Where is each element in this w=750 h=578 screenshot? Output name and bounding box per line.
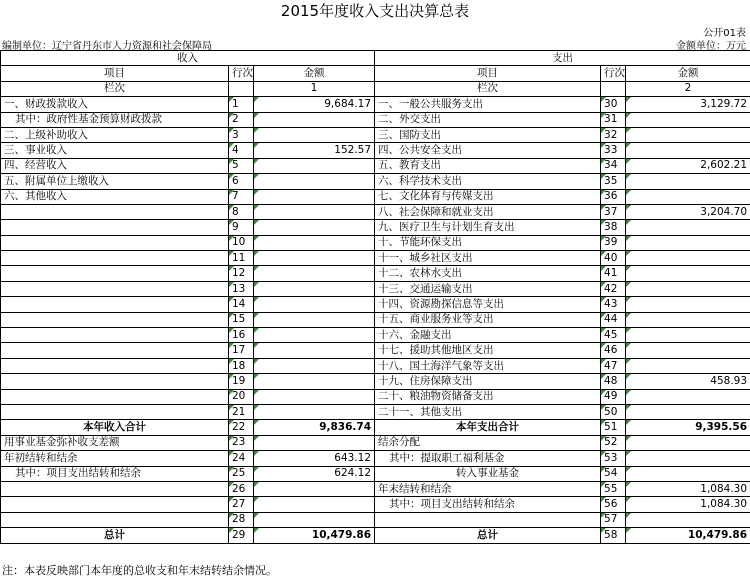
income-amount-cell: [254, 281, 375, 296]
income-amount-cell: 152.57: [254, 143, 375, 158]
table-row: [1, 497, 750, 512]
income-amount-cell: 9,684.17: [254, 97, 375, 112]
expense-amount-cell: 10,479.86: [626, 528, 750, 543]
section-header-row: [1, 51, 750, 66]
income-rowno-cell: 4: [229, 143, 254, 158]
income-amount-cell: [254, 497, 375, 512]
expense-rowno-cell: 33: [601, 143, 626, 158]
expense-item-cell: 十二、农林水支出: [375, 266, 601, 281]
expense-rowno-cell: 47: [601, 358, 626, 373]
expense-amount-cell: [626, 189, 750, 204]
income-item-cell: [1, 251, 229, 266]
expense-amount-cell: [626, 235, 750, 250]
income-amount-cell: [254, 251, 375, 266]
table-row: [1, 312, 750, 327]
expense-rowno-cell: 43: [601, 297, 626, 312]
expense-amount-cell: [626, 297, 750, 312]
income-amount-cell: [254, 358, 375, 373]
income-item-header: 项目: [1, 66, 229, 81]
expense-rowno-cell: 44: [601, 312, 626, 327]
expense-rowno-cell: 30: [601, 97, 626, 112]
compiling-unit: 编制单位：辽宁省丹东市人力资源和社会保障局: [2, 37, 212, 52]
income-amount-cell: [254, 174, 375, 189]
income-amount-cell: [254, 343, 375, 358]
table-row: [1, 328, 750, 343]
income-item-cell: 三、事业收入: [1, 143, 229, 158]
expense-rowno-cell: 55: [601, 481, 626, 496]
income-item-cell: 年初结转和结余: [1, 451, 229, 466]
expense-rowno-cell: 56: [601, 497, 626, 512]
table-row: [1, 204, 750, 219]
income-rowno-cell: 2: [229, 112, 254, 127]
table-row: [1, 374, 750, 389]
income-rowno-cell: 6: [229, 174, 254, 189]
expense-col-label-blank: [601, 81, 626, 96]
income-rowno-cell: 26: [229, 481, 254, 496]
expense-rowno-cell: 42: [601, 281, 626, 296]
income-amount-cell: [254, 220, 375, 235]
income-amount-cell: [254, 297, 375, 312]
table-row: [1, 420, 750, 435]
expense-col-label: 栏次: [375, 81, 601, 96]
footnote: 注：本表反映部门本年度的总收支和年末结转结余情况。: [2, 562, 277, 578]
expense-rowno-cell: 53: [601, 451, 626, 466]
table-row: [1, 158, 750, 173]
expense-amount-cell: [626, 266, 750, 281]
income-rowno-cell: 1: [229, 97, 254, 112]
expense-item-cell: 结余分配: [375, 435, 601, 450]
expense-amount-cell: [626, 251, 750, 266]
expense-amount-cell: [626, 466, 750, 481]
table-row: [1, 512, 750, 527]
expense-section-header: 支出: [375, 51, 750, 66]
page-title: 2015年度收入支出决算总表: [0, 0, 750, 22]
expense-rowno-cell: 37: [601, 204, 626, 219]
income-item-cell: 其中：政府性基金预算财政拨款: [1, 112, 229, 127]
income-item-cell: [1, 220, 229, 235]
expense-item-cell: 本年支出合计: [375, 420, 601, 435]
income-col-label: 栏次: [1, 81, 229, 96]
expense-item-cell: 五、教育支出: [375, 158, 601, 173]
expense-amount-cell: [626, 281, 750, 296]
expense-rowno-cell: 57: [601, 512, 626, 527]
income-item-cell: [1, 358, 229, 373]
income-amount-cell: [254, 204, 375, 219]
table-row: [1, 97, 750, 112]
expense-rowno-cell: 35: [601, 174, 626, 189]
income-rowno-cell: 12: [229, 266, 254, 281]
income-rowno-cell: 7: [229, 189, 254, 204]
income-rowno-cell: 3: [229, 127, 254, 142]
income-rowno-cell: 19: [229, 374, 254, 389]
income-rowno-cell: 14: [229, 297, 254, 312]
income-item-cell: [1, 512, 229, 527]
income-col-number: 1: [254, 81, 375, 96]
income-item-cell: [1, 404, 229, 419]
expense-amount-header: 金额: [626, 66, 750, 81]
income-rowno-cell: 16: [229, 328, 254, 343]
income-amount-cell: 643.12: [254, 451, 375, 466]
expense-item-cell: 总计: [375, 528, 601, 543]
income-rowno-cell: 22: [229, 420, 254, 435]
currency-unit: 金额单位：万元: [676, 37, 746, 52]
budget-summary-table: [0, 50, 750, 544]
income-amount-cell: [254, 404, 375, 419]
income-item-cell: [1, 281, 229, 296]
expense-item-cell: 十六、金融支出: [375, 328, 601, 343]
expense-col-number: 2: [626, 81, 750, 96]
table-row: [1, 451, 750, 466]
expense-item-cell: 转入事业基金: [375, 466, 601, 481]
expense-item-cell: 八、社会保障和就业支出: [375, 204, 601, 219]
expense-item-cell: 四、公共安全支出: [375, 143, 601, 158]
income-rowno-cell: 27: [229, 497, 254, 512]
income-col-label-blank: [229, 81, 254, 96]
income-item-cell: 本年收入合计: [1, 420, 229, 435]
income-amount-cell: [254, 481, 375, 496]
expense-item-cell: 年末结转和结余: [375, 481, 601, 496]
expense-rowno-cell: 45: [601, 328, 626, 343]
expense-item-header: 项目: [375, 66, 601, 81]
expense-item-cell: 十三、交通运输支出: [375, 281, 601, 296]
income-item-cell: [1, 312, 229, 327]
income-rowno-cell: 24: [229, 451, 254, 466]
income-rowno-cell: 11: [229, 251, 254, 266]
expense-item-cell: 二十一、其他支出: [375, 404, 601, 419]
expense-item-cell: 七、文化体育与传媒支出: [375, 189, 601, 204]
expense-rowno-cell: 36: [601, 189, 626, 204]
income-rowno-cell: 9: [229, 220, 254, 235]
income-amount-cell: 624.12: [254, 466, 375, 481]
income-rowno-cell: 5: [229, 158, 254, 173]
expense-rowno-cell: 54: [601, 466, 626, 481]
income-item-cell: 一、财政拨款收入: [1, 97, 229, 112]
expense-rowno-header: 行次: [601, 66, 626, 81]
income-rowno-cell: 10: [229, 235, 254, 250]
income-item-cell: 四、经营收入: [1, 158, 229, 173]
expense-item-cell: 二十、粮油物资储备支出: [375, 389, 601, 404]
table-row: [1, 297, 750, 312]
expense-rowno-cell: 51: [601, 420, 626, 435]
income-amount-cell: [254, 435, 375, 450]
expense-rowno-cell: 32: [601, 127, 626, 142]
expense-rowno-cell: 40: [601, 251, 626, 266]
income-item-cell: [1, 297, 229, 312]
income-item-cell: [1, 497, 229, 512]
expense-item-cell: 十七、援助其他地区支出: [375, 343, 601, 358]
income-rowno-cell: 29: [229, 528, 254, 543]
income-rowno-cell: 20: [229, 389, 254, 404]
expense-rowno-cell: 58: [601, 528, 626, 543]
expense-item-cell: 一、一般公共服务支出: [375, 97, 601, 112]
expense-amount-cell: [626, 312, 750, 327]
income-item-cell: [1, 235, 229, 250]
expense-rowno-cell: 31: [601, 112, 626, 127]
column-label-row: [1, 81, 750, 96]
expense-item-cell: 十一、城乡社区支出: [375, 251, 601, 266]
expense-rowno-cell: 38: [601, 220, 626, 235]
income-item-cell: 二、上级补助收入: [1, 127, 229, 142]
expense-amount-cell: [626, 174, 750, 189]
income-rowno-cell: 15: [229, 312, 254, 327]
table-row: [1, 174, 750, 189]
income-rowno-cell: 28: [229, 512, 254, 527]
expense-amount-cell: [626, 328, 750, 343]
table-row: [1, 389, 750, 404]
expense-item-cell: 九、医疗卫生与计划生育支出: [375, 220, 601, 235]
income-rowno-cell: 21: [229, 404, 254, 419]
income-amount-cell: [254, 127, 375, 142]
table-row: [1, 404, 750, 419]
expense-amount-cell: 1,084.30: [626, 497, 750, 512]
income-rowno-header: 行次: [229, 66, 254, 81]
expense-amount-cell: 9,395.56: [626, 420, 750, 435]
table-row: [1, 481, 750, 496]
expense-amount-cell: 1,084.30: [626, 481, 750, 496]
expense-amount-cell: [626, 435, 750, 450]
expense-item-cell: 十五、商业服务业等支出: [375, 312, 601, 327]
expense-item-cell: 十八、国土海洋气象等支出: [375, 358, 601, 373]
table-row: [1, 358, 750, 373]
expense-item-cell: [375, 512, 601, 527]
expense-amount-cell: 3,129.72: [626, 97, 750, 112]
expense-item-cell: 二、外交支出: [375, 112, 601, 127]
income-item-cell: 五、附属单位上缴收入: [1, 174, 229, 189]
expense-amount-cell: [626, 389, 750, 404]
income-item-cell: [1, 343, 229, 358]
table-row: [1, 435, 750, 450]
expense-item-cell: 其中：提取职工福利基金: [375, 451, 601, 466]
expense-amount-cell: [626, 343, 750, 358]
income-amount-cell: [254, 158, 375, 173]
income-item-cell: [1, 389, 229, 404]
income-amount-cell: [254, 266, 375, 281]
table-row: [1, 281, 750, 296]
income-amount-cell: 10,479.86: [254, 528, 375, 543]
table-row: [1, 112, 750, 127]
income-item-cell: 其中：项目支出结转和结余: [1, 466, 229, 481]
table-row: [1, 251, 750, 266]
expense-amount-cell: [626, 127, 750, 142]
income-amount-cell: [254, 112, 375, 127]
table-row: [1, 343, 750, 358]
expense-rowno-cell: 50: [601, 404, 626, 419]
table-row: [1, 127, 750, 142]
income-amount-cell: [254, 389, 375, 404]
expense-rowno-cell: 34: [601, 158, 626, 173]
table-row: [1, 220, 750, 235]
expense-amount-cell: 3,204.70: [626, 204, 750, 219]
expense-amount-cell: [626, 451, 750, 466]
income-amount-cell: [254, 512, 375, 527]
income-item-cell: [1, 328, 229, 343]
income-amount-cell: 9,836.74: [254, 420, 375, 435]
income-amount-cell: [254, 312, 375, 327]
table-row: [1, 466, 750, 481]
expense-amount-cell: [626, 512, 750, 527]
income-item-cell: [1, 374, 229, 389]
expense-amount-cell: [626, 220, 750, 235]
income-amount-cell: [254, 235, 375, 250]
income-item-cell: [1, 481, 229, 496]
income-rowno-cell: 23: [229, 435, 254, 450]
expense-amount-cell: [626, 358, 750, 373]
form-code: 公开01表: [703, 24, 746, 39]
expense-amount-cell: 2,602.21: [626, 158, 750, 173]
expense-rowno-cell: 41: [601, 266, 626, 281]
expense-rowno-cell: 46: [601, 343, 626, 358]
expense-item-cell: 十九、住房保障支出: [375, 374, 601, 389]
expense-amount-cell: [626, 112, 750, 127]
income-amount-cell: [254, 328, 375, 343]
expense-amount-cell: [626, 404, 750, 419]
expense-rowno-cell: 52: [601, 435, 626, 450]
expense-item-cell: 十、节能环保支出: [375, 235, 601, 250]
table-row: [1, 528, 750, 543]
expense-item-cell: 十四、资源勘探信息等支出: [375, 297, 601, 312]
expense-item-cell: 三、国防支出: [375, 127, 601, 142]
column-header-row: [1, 66, 750, 81]
expense-rowno-cell: 39: [601, 235, 626, 250]
income-amount-cell: [254, 189, 375, 204]
expense-rowno-cell: 49: [601, 389, 626, 404]
table-row: [1, 189, 750, 204]
income-item-cell: 用事业基金弥补收支差额: [1, 435, 229, 450]
income-section-header: 收入: [1, 51, 375, 66]
income-rowno-cell: 13: [229, 281, 254, 296]
income-rowno-cell: 18: [229, 358, 254, 373]
income-amount-header: 金额: [254, 66, 375, 81]
expense-amount-cell: [626, 143, 750, 158]
expense-item-cell: 其中：项目支出结转和结余: [375, 497, 601, 512]
income-rowno-cell: 25: [229, 466, 254, 481]
income-rowno-cell: 17: [229, 343, 254, 358]
income-rowno-cell: 8: [229, 204, 254, 219]
table-row: [1, 266, 750, 281]
income-item-cell: [1, 266, 229, 281]
income-item-cell: 六、其他收入: [1, 189, 229, 204]
income-amount-cell: [254, 374, 375, 389]
expense-rowno-cell: 48: [601, 374, 626, 389]
expense-item-cell: 六、科学技术支出: [375, 174, 601, 189]
income-item-cell: 总计: [1, 528, 229, 543]
income-item-cell: [1, 204, 229, 219]
table-row: [1, 143, 750, 158]
expense-amount-cell: 458.93: [626, 374, 750, 389]
table-row: [1, 235, 750, 250]
